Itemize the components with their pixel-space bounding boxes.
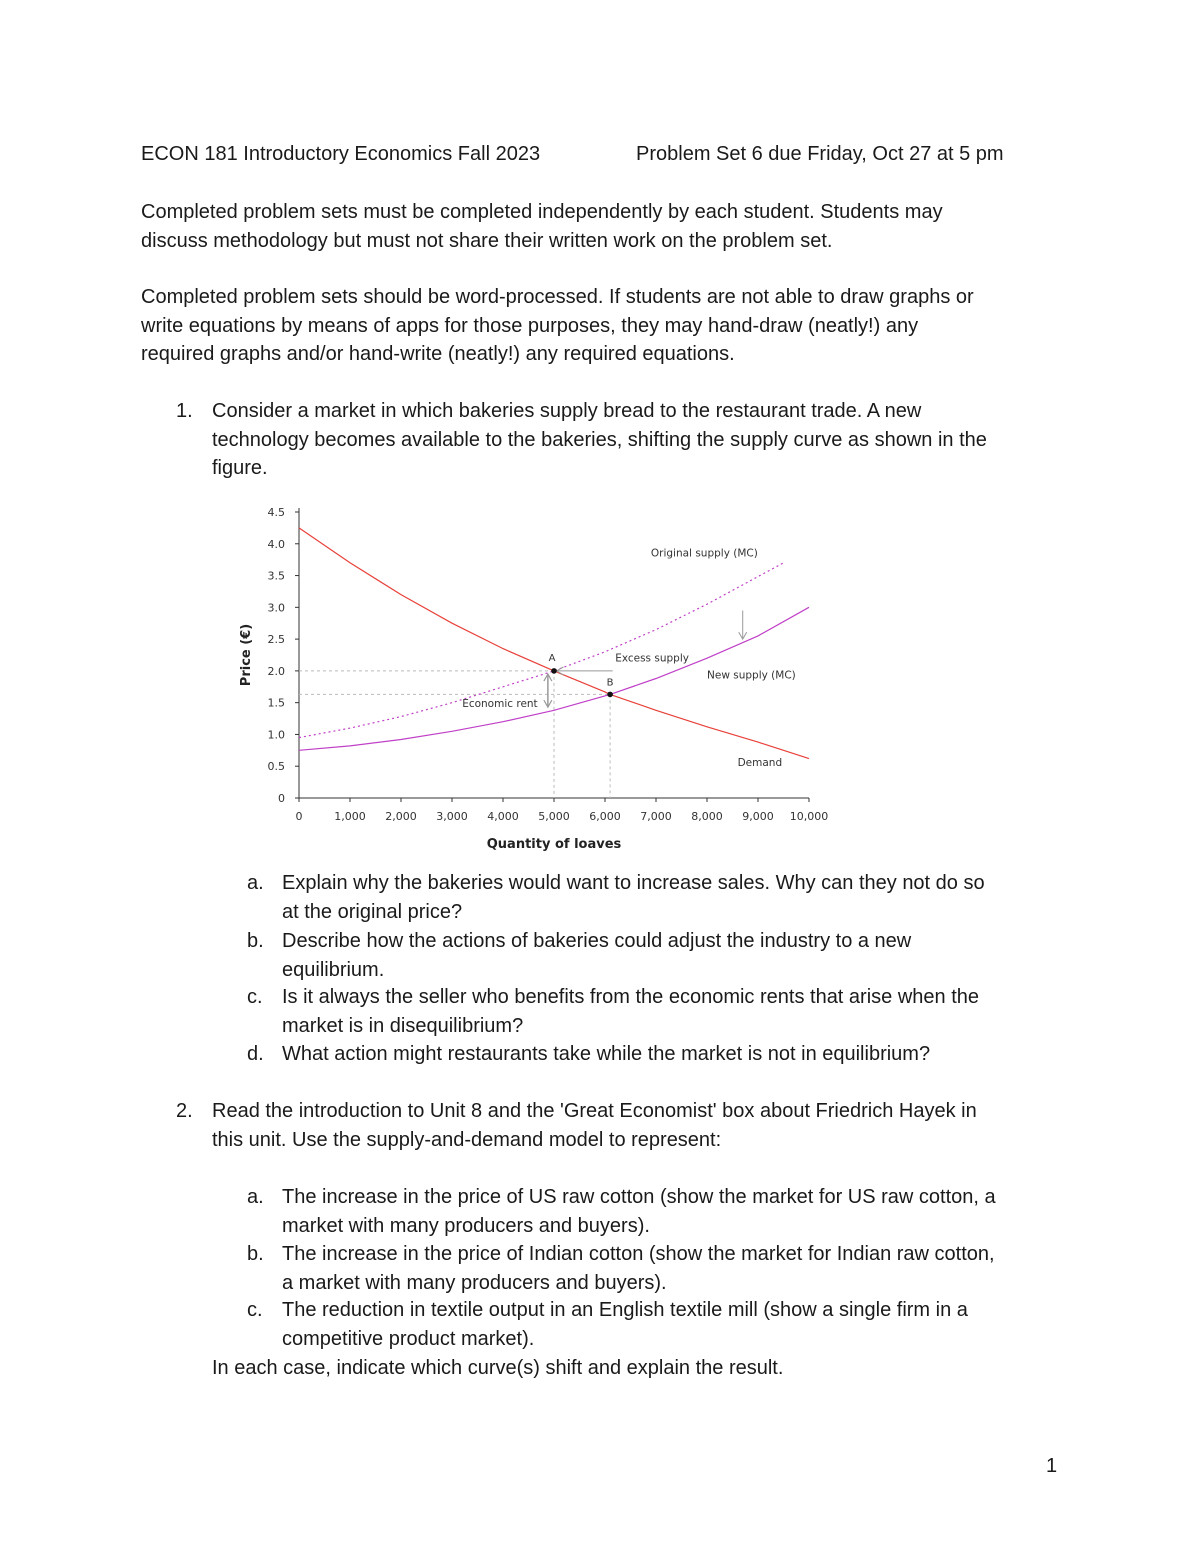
question-1-text: [212, 397, 1062, 483]
y-tick-label: 4.0: [267, 537, 285, 551]
x-tick-label: 7,000: [640, 810, 672, 823]
demand-label: Demand: [737, 757, 783, 770]
x-tick-label: 9,000: [742, 810, 774, 823]
question-1-number: 1.: [176, 400, 193, 422]
intro-paragraph-2: [141, 283, 1071, 369]
x-tick-label: 8,000: [691, 810, 723, 823]
text-line: write equations by means of apps for those purposes, they may hand-draw (neatly!) any: [141, 314, 919, 337]
economic-rent-label: Economic rent: [462, 698, 538, 711]
x-tick-label: 3,000: [436, 810, 468, 823]
text-line: Is it always the seller who benefits from the economic rents that arise when the: [282, 986, 980, 1008]
original-supply-curve: [299, 563, 784, 738]
y-tick-label: 2.5: [267, 633, 285, 647]
point-label: B: [606, 677, 614, 689]
question-1-part-c: [247, 983, 1067, 1040]
question-2-text: [212, 1097, 1062, 1154]
intro-paragraph-1: [141, 198, 1071, 255]
text-line: competitive product market).: [282, 1327, 535, 1350]
question-2-part-a: [247, 1183, 1067, 1240]
x-axis-title: Quantity of loaves: [486, 837, 622, 852]
text-line: market is in disequilibrium?: [282, 1014, 524, 1037]
text-line: Completed problem sets should be word-processed. If students are not able to draw graphs or: [141, 286, 974, 308]
new-supply-label: New supply (MC): [707, 669, 796, 682]
text-line: Read the introduction to Unit 8 and the 'Great Economist' box about Friedrich Hayek in: [212, 1100, 977, 1122]
question-2-number: 2.: [176, 1100, 193, 1122]
text-line: The increase in the price of US raw cotton (show the market for US raw cotton, a: [282, 1186, 996, 1208]
question-1-part-d: [247, 1040, 1067, 1069]
part-label: d.: [247, 1043, 264, 1065]
page-number: 1: [1046, 1455, 1058, 1477]
part-label: a.: [247, 1186, 264, 1208]
question-1-part-a: [247, 869, 1067, 926]
y-tick-label: 1.0: [267, 728, 285, 742]
text-line: Explain why the bakeries would want to increase sales. Why can they not do so: [282, 872, 985, 894]
x-tick-label: 2,000: [385, 810, 417, 823]
equilibrium-point: [551, 668, 557, 674]
text-line: a market with many producers and buyers).: [282, 1271, 667, 1294]
text-line: The reduction in textile output in an English textile mill (show a single firm in a: [282, 1299, 968, 1321]
x-tick-label: 1,000: [334, 810, 366, 823]
text-line: figure.: [212, 457, 268, 479]
text-line: Completed problem sets must be completed independently by each student. Students may: [141, 201, 943, 223]
part-label: c.: [247, 986, 263, 1008]
point-label: A: [548, 652, 556, 664]
question-2-closing: In each case, indicate which curve(s) shift and explain the result.: [212, 1357, 784, 1379]
text-line: discuss methodology but must not share their written work on the problem set.: [141, 229, 833, 252]
text-line: this unit. Use the supply-and-demand model to represent:: [212, 1128, 722, 1151]
y-tick-label: 4.5: [267, 506, 285, 519]
part-label: b.: [247, 1243, 264, 1265]
part-label: a.: [247, 872, 264, 894]
text-line: equilibrium.: [282, 958, 385, 981]
part-label: b.: [247, 930, 264, 952]
x-tick-label: 6,000: [589, 810, 621, 823]
y-tick-label: 2.0: [267, 664, 285, 678]
question-2-part-c: [247, 1296, 1067, 1353]
question-2-part-b: [247, 1240, 1067, 1297]
text-line: The increase in the price of Indian cotton (show the market for Indian raw cotton,: [282, 1243, 995, 1265]
original-supply-label: Original supply (MC): [650, 547, 758, 560]
part-label: c.: [247, 1299, 263, 1321]
course-title: ECON 181 Introductory Economics Fall 2023: [141, 143, 541, 165]
y-tick-label: 3.0: [267, 601, 285, 615]
demand-curve: [299, 528, 809, 759]
text-line: at the original price?: [282, 900, 463, 923]
text-line: market with many producers and buyers).: [282, 1214, 650, 1237]
text-line: Consider a market in which bakeries supply bread to the restaurant trade. A new: [212, 400, 922, 422]
x-tick-label: 4,000: [487, 810, 519, 823]
question-1-part-b: [247, 927, 1067, 984]
due-date: Problem Set 6 due Friday, Oct 27 at 5 pm: [636, 143, 1004, 165]
x-tick-label: 0: [295, 810, 303, 823]
text-line: What action might restaurants take while the market is not in equilibrium?: [282, 1043, 931, 1065]
supply-demand-chart: [230, 495, 840, 860]
y-tick-label: 0: [278, 792, 285, 805]
x-tick-label: 5,000: [538, 810, 570, 823]
text-line: required graphs and/or hand-write (neatly!) any required equations.: [141, 343, 735, 365]
x-tick-label: 10,000: [789, 810, 829, 823]
text-line: technology becomes available to the bakeries, shifting the supply curve as shown in the: [212, 428, 987, 451]
y-tick-label: 0.5: [267, 760, 285, 774]
text-line: Describe how the actions of bakeries could adjust the industry to a new: [282, 930, 912, 952]
equilibrium-point: [607, 692, 613, 698]
y-axis-title: Price (€): [239, 623, 254, 687]
excess-supply-label: Excess supply: [615, 652, 689, 665]
y-tick-label: 3.5: [267, 569, 285, 583]
y-tick-label: 1.5: [267, 696, 285, 710]
